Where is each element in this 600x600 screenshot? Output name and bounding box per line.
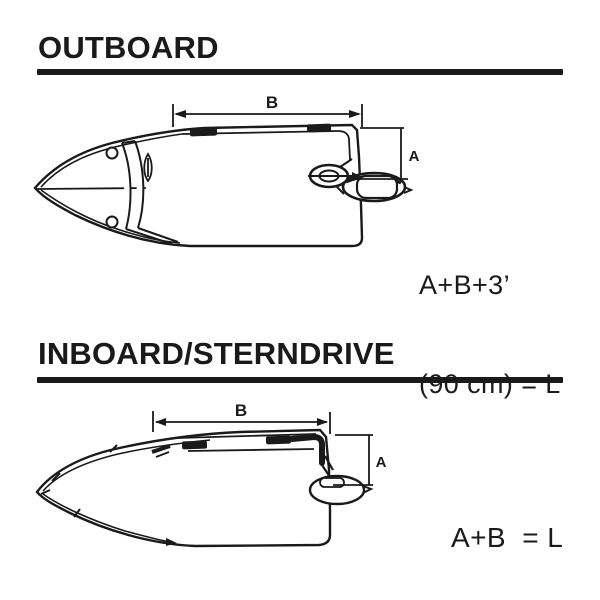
outboard-hull-outline [35, 125, 362, 246]
outboard-seat-cushion-right [307, 124, 331, 133]
dimension-b-arrow-left [155, 418, 166, 426]
outboard-deck-fitting-top [107, 148, 118, 159]
inboard-formula: A+B = L [451, 522, 564, 553]
inboard-boat-diagram [37, 401, 387, 546]
inboard-heading: INBOARD/STERNDRIVE [38, 336, 395, 371]
outboard-deck-fitting-bottom [107, 217, 118, 228]
dimension-a-label: A [408, 148, 420, 165]
outboard-boat-diagram [35, 93, 420, 246]
dimension-a-lines [356, 128, 408, 179]
inboard-dimension-b [153, 401, 330, 434]
dimension-b-arrow-right [349, 110, 361, 118]
outboard-formula [419, 203, 561, 467]
dimension-b-arrow-right [317, 418, 328, 426]
outboard-dimension-a [356, 128, 420, 179]
outboard-console [144, 154, 152, 181]
outboard-seat-cushion-left [190, 128, 217, 137]
dimension-b-label: B [265, 93, 279, 112]
sterndrive-unit [310, 476, 371, 504]
outboard-formula-line2: (90 cm) = L [419, 369, 561, 399]
outboard-heading: OUTBOARD [38, 30, 219, 65]
inboard-seat-cushion-left [182, 441, 207, 450]
dimension-b-label: B [234, 401, 248, 420]
outboard-formula-line1: A+B+3’ [419, 270, 510, 300]
inboard-seat-cushion-right [266, 436, 291, 445]
outboard-dimension-b [173, 93, 362, 127]
dimension-b-arrow-left [174, 110, 186, 118]
dimension-a-label: A [375, 454, 387, 471]
